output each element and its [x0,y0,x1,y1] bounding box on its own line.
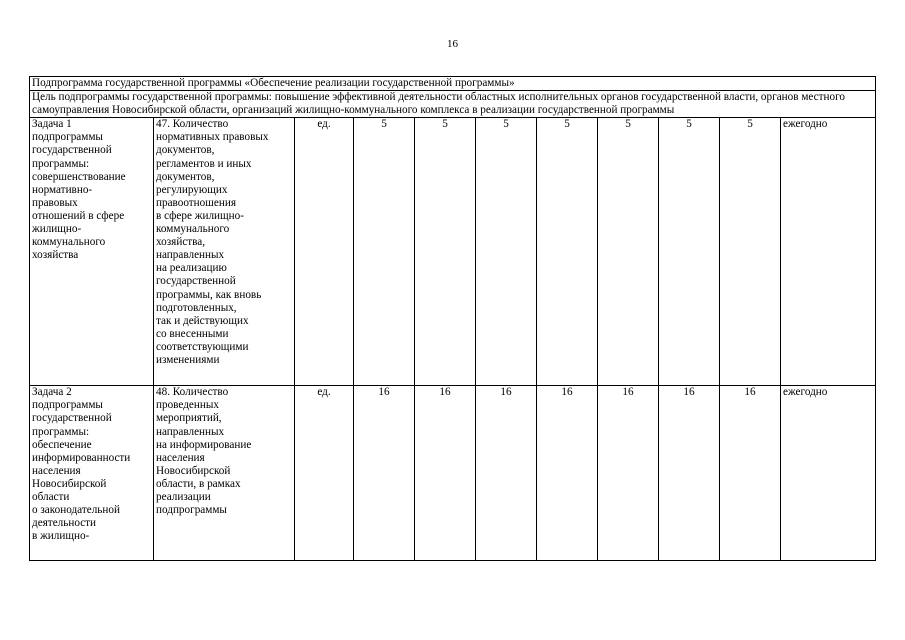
value-cell: 16 [537,386,598,561]
table-row [30,118,876,386]
unit-cell: ед. [295,118,354,386]
unit-cell: ед. [295,386,354,561]
table-row [30,386,876,561]
period-cell: ежегодно [781,118,876,386]
value-cell: 5 [476,118,537,386]
value-cell: 5 [598,118,659,386]
subprogram-title-row [30,77,876,91]
value-cell: 16 [598,386,659,561]
value-cell: 16 [720,386,781,561]
subprogram-title: Подпрограмма государственной программы «Обеспечение реализации государственной программы» [30,77,876,91]
subprogram-goal-row [30,91,876,118]
value-cell: 16 [354,386,415,561]
value-cell: 5 [659,118,720,386]
indicators-table [29,76,876,561]
indicator-cell: 48. Количество проведенных мероприятий, направленных на информирование населения Новосибирской области, в рамках реализации подпрограммы [154,386,295,561]
page-number: 16 [447,38,458,50]
indicator-cell: 47. Количество нормативных правовых документов, регламентов и иных документов, регулирующих правоотношения в сфере жилищно- коммунального хозяйства, направленных на реализацию государственной программы, как вновь подготовленных, так и действующих со внесенными соответствующими изменениями [154,118,295,386]
value-cell: 16 [659,386,720,561]
subprogram-goal: Цель подпрограммы государственной программы: повышение эффективной деятельности областных исполнительных органов государственной власти, органов местного самоуправления Новосибирской области, организаций жилищно-коммунального комплекса в реализации государственной программы [30,91,876,118]
value-cell: 16 [415,386,476,561]
value-cell: 5 [720,118,781,386]
period-cell: ежегодно [781,386,876,561]
task-cell: Задача 2 подпрограммы государственной программы: обеспечение информированности населения Новосибирской области о законодательной деятельности в жилищно- [30,386,154,561]
value-cell: 5 [415,118,476,386]
task-cell: Задача 1 подпрограммы государственной программы: совершенствование нормативно- правовых отношений в сфере жилищно- коммунального хозяйства [30,118,154,386]
value-cell: 5 [537,118,598,386]
value-cell: 5 [354,118,415,386]
value-cell: 16 [476,386,537,561]
